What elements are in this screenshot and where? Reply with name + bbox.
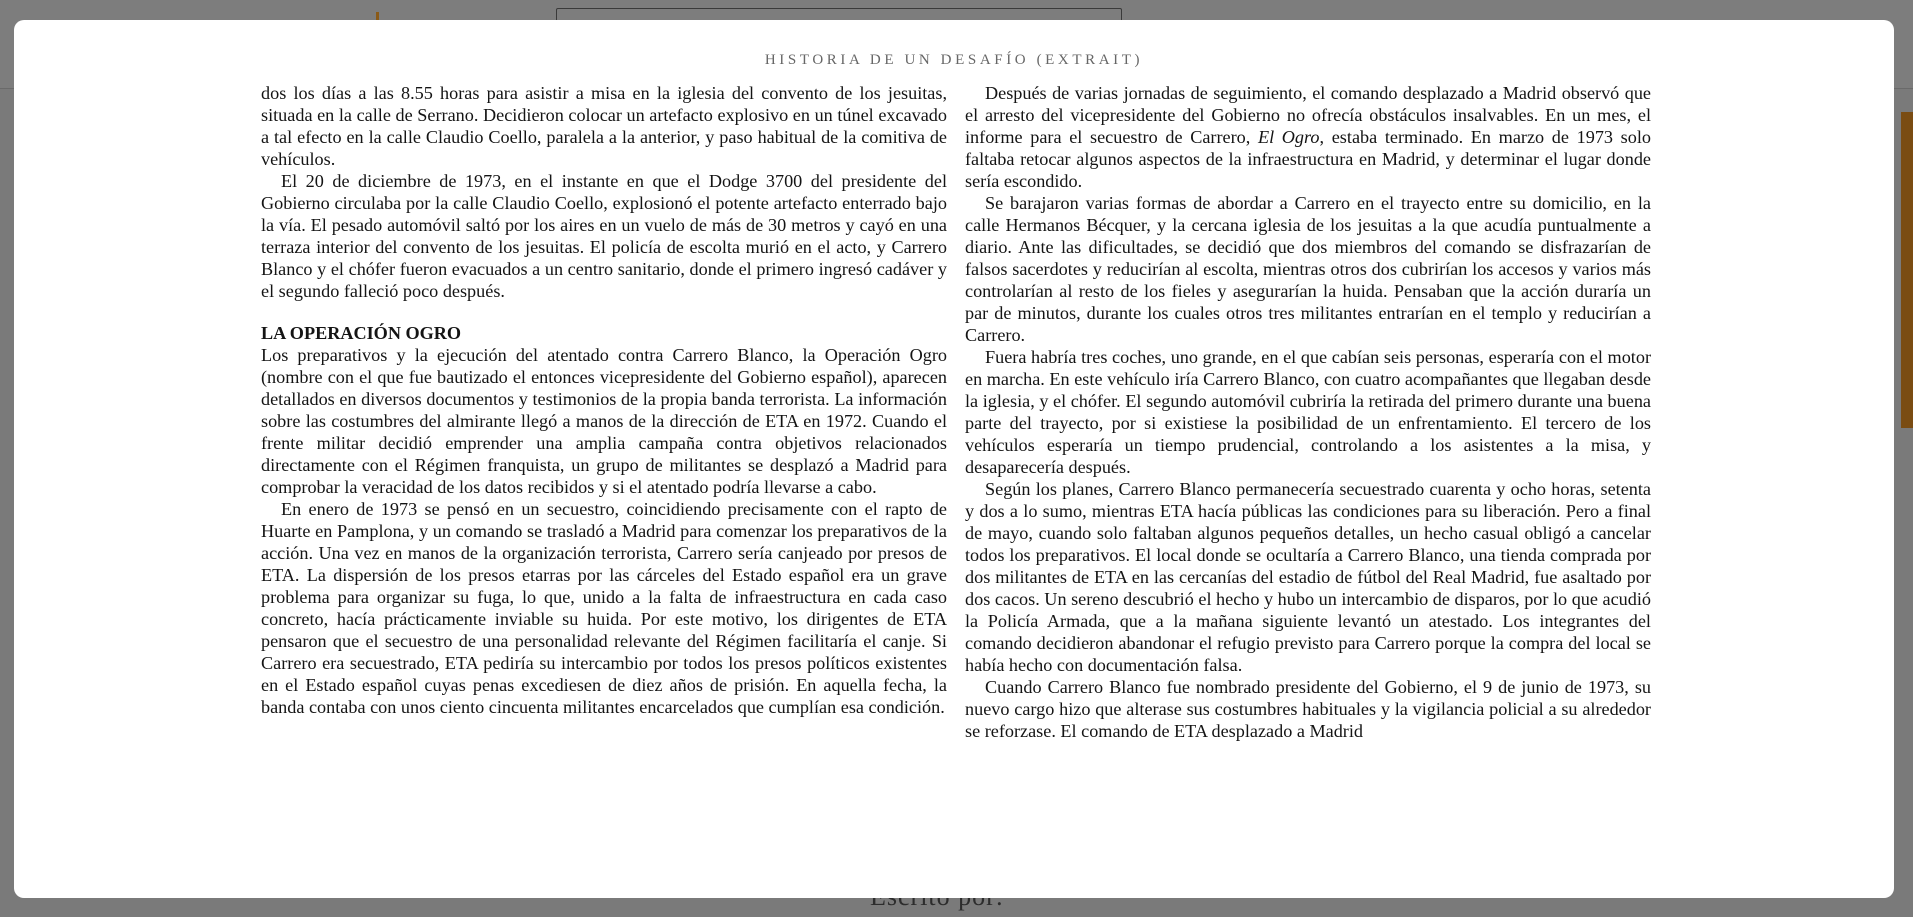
paragraph-text: , estaba terminado. En marzo de 1973 solo faltaba retocar algunos aspectos de la infraestructura en Madrid, y determinar el lugar donde sería escondido. [965,127,1651,191]
paragraph [965,82,1651,192]
paragraph: dos los días a las 8.55 horas para asistir a misa en la iglesia del convento de los jesuitas, situada en la calle de Serrano. Decidieron colocar un artefacto explosivo en un túnel excavado a tal efecto en la calle Claudio Coello, paralela a la anterior, y paso habitual de la comitiva de vehículos. [261,83,947,169]
paragraph: Según los planes, Carrero Blanco permanecería secuestrado cuarenta y ocho horas, setenta y dos a lo sumo, mientras ETA hacía públicas las condiciones para su liberación. Pero a final de mayo, cuando solo faltaban algunos pequeños detalles, un hecho casual obligó a cancelar todos los preparativos. El local donde se ocultaría a Carrero Blanco, una tienda comprada por dos militantes de ETA en las cercanías del estadio de fútbol del Real Madrid, fue asaltado por dos cacos. Un sereno descubrió el hecho y hubo un intercambio de disparos, por lo que acudió la Policía Armada, que a la mañana siguiente levantó un atestado. Los integrantes del comando decidieron abandonar el refugio previsto para Carrero porque la compra del local se había hecho con documentación falsa. [965,479,1651,675]
paragraph-text: Después de varias jornadas de seguimiento, el comando desplazado a Madrid observó que el arresto del vicepresidente del Gobierno no ofrecía obstáculos insalvables. En un mes, el informe para el secuestro de Carrero, [965,83,1651,147]
emphasized-title: El Ogro [1257,127,1320,147]
modal-title: HISTORIA DE UN DESAFÍO (EXTRAIT) [764,52,1144,68]
paragraph: Se barajaron varias formas de abordar a Carrero en el trayecto entre su domicilio, en la calle Hermanos Bécquer, y la cercana iglesia de los jesuitas a la que acudía puntualmente a diario. Ante las dificultades, se decidió que dos miembros del comando se disfrazarían de falsos sacerdotes y reducirían al escolta, mientras otros dos cubrirían los accesos y varios más controlarían al resto de los fieles y asegurarían la huida. Pensaban que la acción duraría un par de minutos, durante los cuales otros tres militantes entrarían en el templo y reducirían a Carrero. [965,193,1651,345]
paragraph: Los preparativos y la ejecución del atentado contra Carrero Blanco, la Operación Ogro (nombre con el que fue bautizado el entonces vicepresidente del Gobierno español), aparecen detallados en diversos documentos y testimonios de la propia banda terrorista. La información sobre las costumbres del almirante llegó a manos de la dirección de ETA en 1972. Cuando el frente militar decidió emprender una amplia campaña contra objetivos relacionados directamente con el Régimen franquista, un grupo de militantes se desplazó a Madrid para comprobar la veracidad de los datos recibidos y si el atentado podría llevarse a cabo. [261,345,947,497]
paragraph: El 20 de diciembre de 1973, en el instante en que el Dodge 3700 del presidente del Gobierno circulaba por la calle Claudio Coello, explosionó el potente artefacto enterrado bajo la vía. El pesado automóvil saltó por los aires en un vuelo de más de 30 metros y cayó en una terraza interior del convento de los jesuitas. El policía de escolta murió en el acto, y Carrero Blanco y el chófer fueron evacuados a un centro sanitario, donde el primero ingresó cadáver y el segundo falleció poco después. [261,171,947,301]
paragraph: Fuera habría tres coches, uno grande, en el que cabían seis personas, esperaría con el motor en marcha. En este vehículo iría Carrero Blanco, con cuatro acompañantes que llegaban desde la iglesia, y el chófer. El segundo automóvil cubriría la retirada del primero durante una buena parte del trayecto, por si existiese la posibilidad de un enfrentamiento. El tercero de los vehículos esperaría un tiempo prudencial, controlando a los asistentes a la misa, y desaparecería después. [965,347,1651,477]
text-column-right [965,82,1651,742]
text-column-left [261,82,947,718]
section-heading: LA OPERACIÓN OGRO [261,323,462,343]
paragraph: Cuando Carrero Blanco fue nombrado presidente del Gobierno, el 9 de junio de 1973, su nuevo cargo hizo que alterase sus costumbres habituales y la vigilancia policial a su alrededor se reforzase. El comando de ETA desplazado a Madrid [965,677,1651,741]
page-scrollbar [1901,112,1913,428]
paragraph: En enero de 1973 se pensó en un secuestro, coincidiendo precisamente con el rapto de Huarte en Pamplona, y un comando se trasladó a Madrid para comenzar los preparativos de la acción. Una vez en manos de la organización terrorista, Carrero sería canjeado por presos de ETA. La dispersión de los presos etarras por las cárceles del Estado español era un grave problema para organizar su fuga, lo que, unido a la falta de infraestructura en cada caso concreto, hacía prácticamente inviable su huida. Por este motivo, los dirigentes de ETA pensaron que el secuestro de una personalidad relevante del Régimen facilitaría el canje. Si Carrero era secuestrado, ETA pediría su intercambio por todos los presos políticos existentes en el Estado español cuyas penas excediesen de diez años de prisión. En aquella fecha, la banda contaba con unos ciento cincuenta militantes encarcelados que cumplían esa condición. [261,499,947,717]
excerpt-modal [14,20,1894,898]
